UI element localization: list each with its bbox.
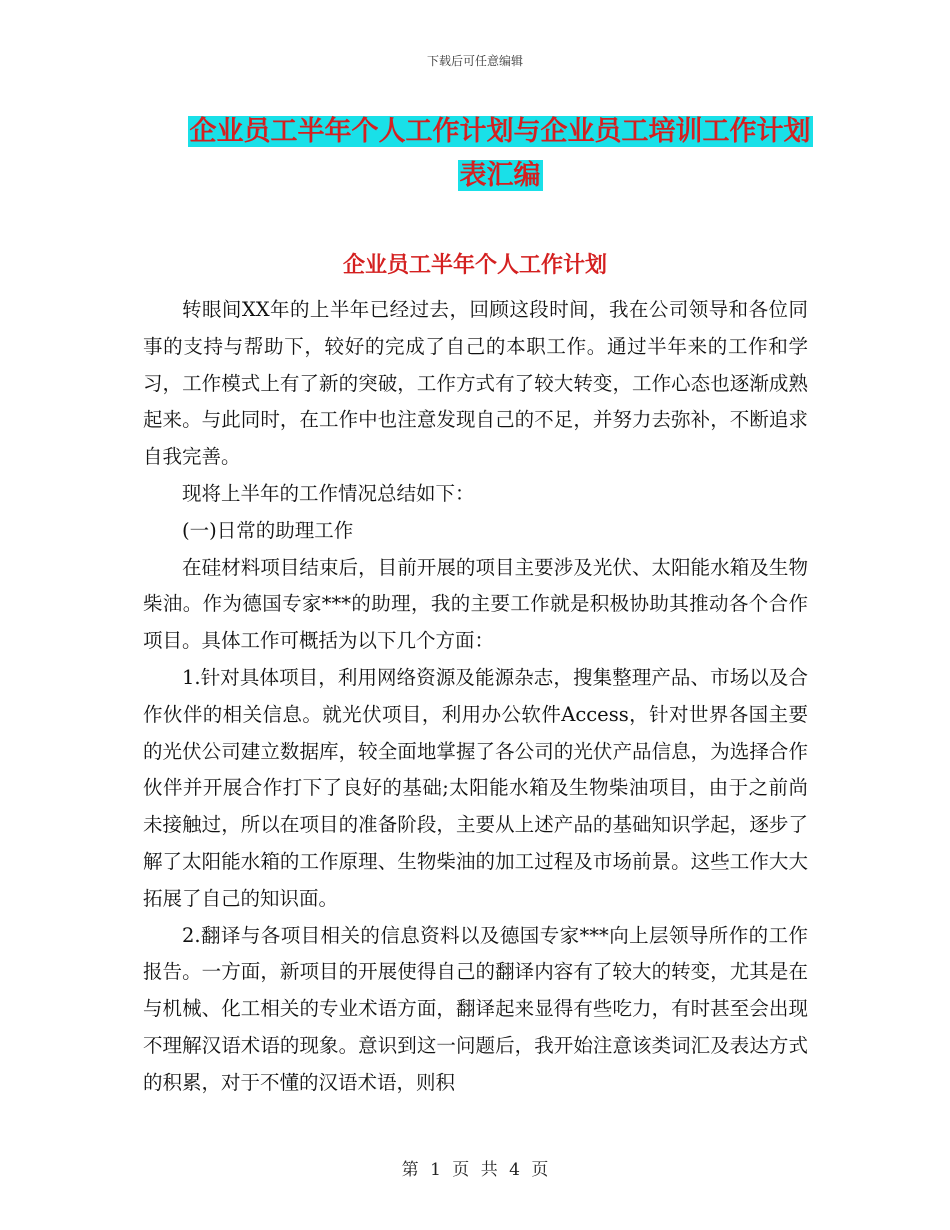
paragraph: (一)日常的助理工作	[182, 518, 354, 542]
paragraph: 现将上半年的工作情况总结如下：	[182, 481, 475, 505]
title-line-1: 企业员工半年个人工作计划与企业员工培训工作计划	[189, 116, 811, 147]
paragraph: 1.针对具体项目，利用网络资源及能源杂志，搜集整理产品、市场以及合作伙伴的相关信息。就光伏项目，利用办公软件Access，针对世界各国主要的光伏公司建立数据库，较全面地掌握了各公司的光伏产品信息，为选择合作伙伴并开展合作打下了良好的基础;太阳能水箱及生物柴油项目，由于之前尚未接触过，所以在项目的准备阶段，主要从上述产品的基础知识学起，逐步了解了太阳能水箱的工作原理、生物柴油的加工过程及市场前景。这些工作大大拓展了自己的知识面。	[143, 665, 808, 910]
body-text	[143, 292, 808, 1102]
header-note: 下载后可任意编辑	[426, 54, 523, 68]
page-number-footer: 第 1 页 共 4 页	[401, 1160, 549, 1180]
paragraph: 2.翻译与各项目相关的信息资料以及德国专家***向上层领导所作的工作报告。一方面，新项目的开展使得自己的翻译内容有了较大的转变，尤其是在与机械、化工相关的专业术语方面，翻译起来显得有些吃力，有时甚至会出现不理解汉语术语的现象。意识到这一问题后，我开始注意该类词汇及表达方式的积累，对于不懂的汉语术语，则积	[143, 923, 808, 1094]
paragraph: 转眼间XX年的上半年已经过去，回顾这段时间，我在公司领导和各位同事的支持与帮助下，较好的完成了自己的本职工作。通过半年来的工作和学习，工作模式上有了新的突破，工作方式有了较大转变，工作心态也逐渐成熟起来。与此同时，在工作中也注意发现自己的不足，并努力去弥补，不断追求自我完善。	[143, 298, 808, 469]
document-title	[150, 110, 850, 198]
title-line-2: 表汇编	[459, 160, 541, 191]
paragraph: 在硅材料项目结束后，目前开展的项目主要涉及光伏、太阳能水箱及生物柴油。作为德国专家***的助理，我的主要工作就是积极协助其推动各个合作项目。具体工作可概括为以下几个方面：	[143, 555, 808, 653]
section-title: 企业员工半年个人工作计划	[342, 253, 607, 278]
